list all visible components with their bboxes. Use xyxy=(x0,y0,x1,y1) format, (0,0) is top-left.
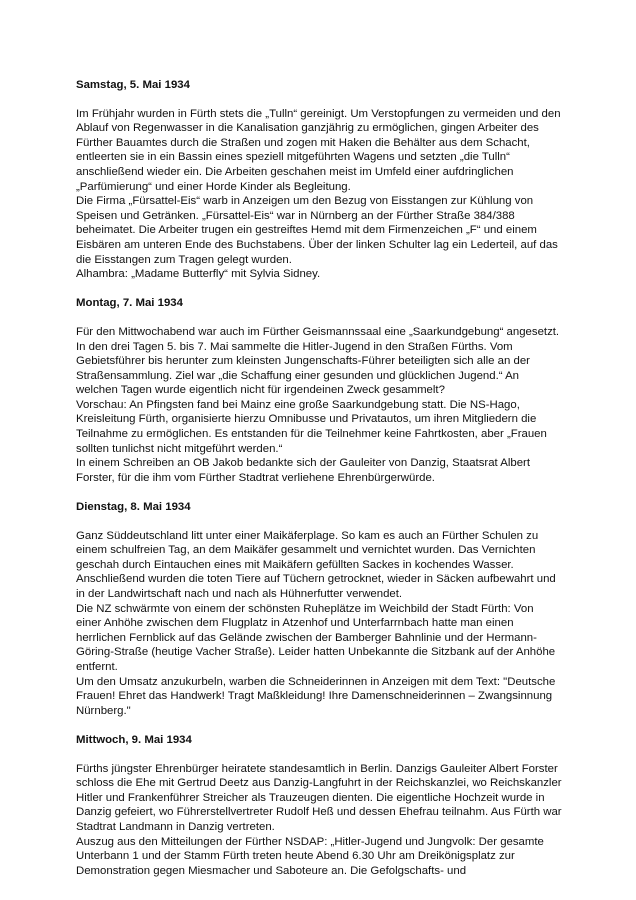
entry-paragraph: Im Frühjahr wurden in Fürth stets die „Tulln“ gereinigt. Um Verstopfungen zu vermeiden und den Ablauf von Regenwasser in die Kanalisation ganzjährig zu ermöglichen, gingen Arbeiter des Fürther Bauamtes durch die Straßen und zogen mit Haken die Behälter aus dem Schacht, entleerten sie in ein Bassin eines speziell mitgeführten Wagens und setzten „die Tulln“ anschließend wieder ein. Die Arbeiten geschahen meist im Umfeld einer aufdringlichen „Parfümierung“ und einer Horde Kinder als Begleitung. xyxy=(76,107,561,193)
entry-paragraph: In einem Schreiben an OB Jakob bedankte sich der Gauleiter von Danzig, Staatsrat Albert Forster, für die ihm vom Fürther Stadtrat verliehene Ehrenbürgerwürde. xyxy=(76,457,530,484)
document-page xyxy=(76,78,562,878)
entry-paragraph: Vorschau: An Pfingsten fand bei Mainz eine große Saarkundgebung statt. Die NS-Hago, Kreisleitung Fürth, organisierte hierzu Omnibusse und Privatautos, um ihren Mitgliedern die Teilnahme zu ermöglichen. Es entstanden für die Teilnehmer keine Fahrtkosten, aber „Frauen sollten tunlichst nicht mitgeführt werden.“ xyxy=(76,398,547,455)
entry-date-heading: Dienstag, 8. Mai 1934 xyxy=(76,501,191,514)
entry-date-heading: Montag, 7. Mai 1934 xyxy=(76,297,183,310)
entry-paragraph: Fürths jüngster Ehrenbürger heiratete standesamtlich in Berlin. Danzigs Gauleiter Albert Forster schloss die Ehe mit Gertrud Deetz aus Danzig-Langfuhrt in der Reichskanzlei, wo Reichskanzler Hitler und Frankenführer Streicher als Trauzeugen dienten. Die eigentliche Hochzeit wurde in Danzig gefeiert, wo Führerstellvertreter Rudolf Heß und dessen Ehefrau teilnahm. Aus Fürth war Stadtrat Landmann in Danzig vertreten. xyxy=(76,762,562,833)
diary-entry xyxy=(76,296,562,485)
entry-paragraph: Um den Umsatz anzukurbeln, warben die Schneiderinnen in Anzeigen mit dem Text: "Deutsche Frauen! Ehret das Handwerk! Tragt Maßkleidung! Ihre Damenschneiderinnen – Zwangsinnung Nürnberg." xyxy=(76,675,556,717)
entry-paragraph: Die NZ schwärmte von einem der schönsten Ruheplätze im Weichbild der Stadt Fürth: Von einer Anhöhe zwischen dem Flugplatz in Atzenhof und Unterfarrnbach hatte man einen herrlichen Fernblick auf das Gelände zwischen der Bamberger Bahnlinie und der Hermann-Göring-Straße (heutige Vacher Straße). Leider hatten Unbekannte die Sitzbank auf der Anhöhe entfernt. xyxy=(76,602,556,673)
entry-date-heading: Samstag, 5. Mai 1934 xyxy=(76,79,190,91)
entry-paragraph: Die Firma „Fürsattel-Eis“ warb in Anzeigen um den Bezug von Eisstangen zur Kühlung von Speisen und Getränken. „Fürsattel-Eis“ war in Nürnberg an der Fürther Straße 384/388 beheimatet. Die Arbeiter trugen ein gestreiftes Hemd mit dem Firmenzeichen „F“ und einem Eisbären am unteren Ende des Buchstabens. Über der linken Schulter lag ein Lederteil, auf das die Eisstangen zum Tragen gelegt wurden. xyxy=(76,195,558,266)
entry-paragraph: Ganz Süddeutschland litt unter einer Maikäferplage. So kam es auch an Fürther Schulen zu einem schulfreien Tag, an dem Maikäfer gesammelt und vernichtet wurden. Das Vernichten geschah durch Eintauchen eines mit Maikäfern gefüllten Sackes in kochendes Wasser. Anschließend wurden die toten Tiere auf Tüchern getrocknet, wieder in Säcken aufbewahrt und in der Landwirtschaft nach und nach als Hühnerfutter verwendet. xyxy=(76,529,556,600)
diary-entry xyxy=(76,500,562,718)
diary-entry xyxy=(76,733,562,878)
entry-date-heading: Mittwoch, 9. Mai 1934 xyxy=(76,733,192,746)
entry-paragraph: Für den Mittwochabend war auch im Fürther Geismannssaal eine „Saarkundgebung“ angesetzt. xyxy=(76,325,560,338)
entry-paragraph: Alhambra: „Madame Butterfly“ mit Sylvia Sidney. xyxy=(76,268,321,281)
entry-paragraph: In den drei Tagen 5. bis 7. Mai sammelte die Hitler-Jugend in den Straßen Fürths. Vom Gebietsführer bis herunter zum kleinsten Jungenschafts-Führer beteiligten sich alle an der Straßensammlung. Ziel war „die Schaffung einer gesunden und glücklichen Jugend.“ An welchen Tagen wurde eigentlich nicht für irgendeinen Zweck gesammelt? xyxy=(76,340,530,397)
diary-entry xyxy=(76,78,562,282)
entry-paragraph: Auszug aus den Mitteilungen der Fürther NSDAP: „Hitler-Jugend und Jungvolk: Der gesamte Unterbann 1 und der Stamm Fürth treten heute Abend 6.30 Uhr am Dreikönigsplatz zur Demonstration gegen Miesmacher und Saboteure an. Die Gefolgschafts- und xyxy=(76,835,544,877)
